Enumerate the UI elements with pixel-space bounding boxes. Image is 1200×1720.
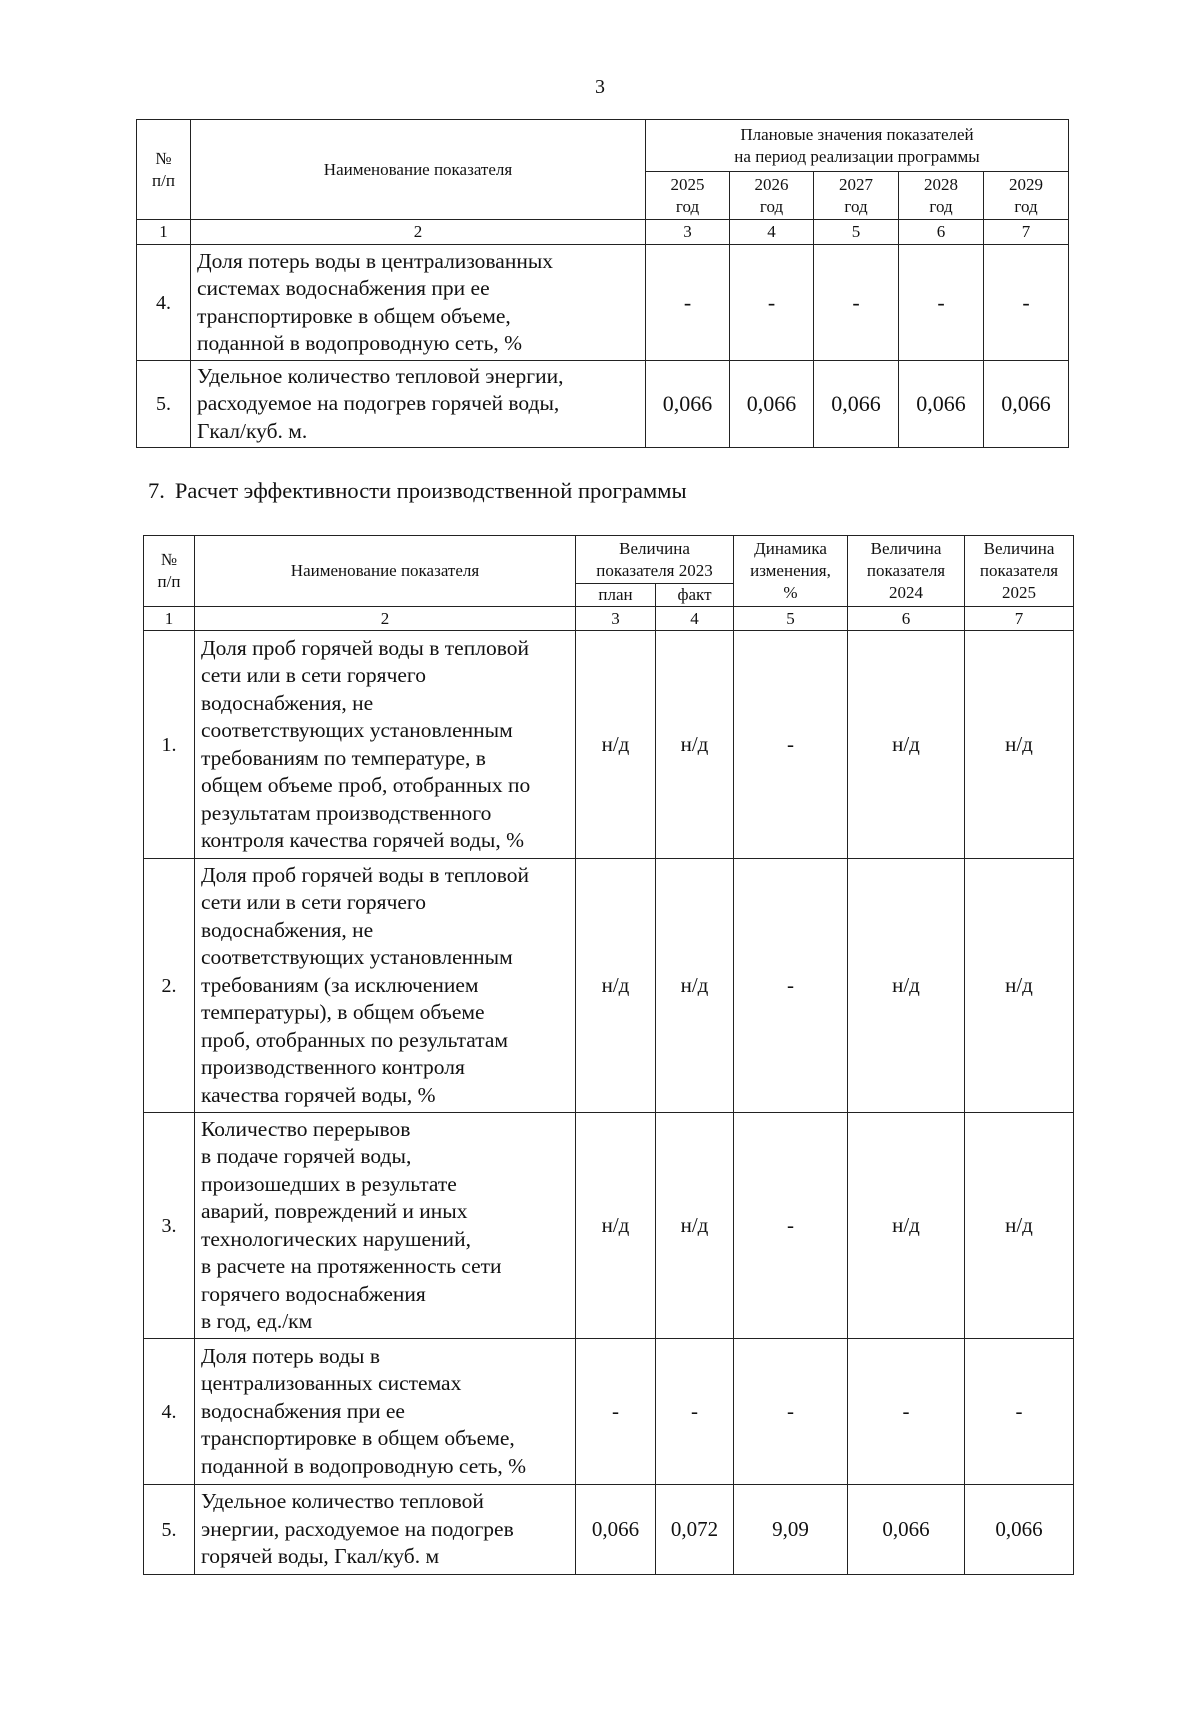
value-cell: н/д — [656, 631, 734, 859]
value-cell: н/д — [848, 631, 965, 859]
name-line: поданной в водопроводную сеть, % — [197, 331, 523, 355]
name-line: контроля качества горячей воды, % — [201, 828, 524, 852]
table2-header-plan: план — [576, 584, 656, 607]
indicator-name — [195, 1339, 576, 1485]
value-cell: - — [730, 245, 814, 361]
table-row — [144, 1485, 1074, 1575]
col-index: 6 — [899, 220, 984, 245]
indicator-name — [191, 245, 646, 361]
col-index: 2 — [195, 607, 576, 631]
value-cell: 0,066 — [576, 1485, 656, 1575]
name-line: системах водоснабжения при ее — [197, 276, 490, 300]
col-index: 5 — [814, 220, 899, 245]
name-line: аварий, повреждений и иных — [201, 1199, 468, 1223]
table2-index-row — [144, 607, 1074, 631]
value-cell: н/д — [848, 859, 965, 1113]
value-cell: н/д — [656, 859, 734, 1113]
name-line: Доля проб горячей воды в тепловой — [201, 862, 529, 887]
name-line: транспортировке в общем объеме, — [201, 1426, 515, 1451]
value-cell: - — [965, 1339, 1074, 1485]
table2-header-2024 — [848, 536, 965, 607]
value-cell: н/д — [656, 1113, 734, 1339]
table-row — [137, 245, 1069, 361]
year-unit: год — [844, 196, 868, 216]
name-line: водоснабжения, не — [201, 917, 374, 942]
row-number: 4. — [144, 1339, 195, 1485]
year-label: 2029 — [1009, 174, 1044, 194]
name-line: Доля потерь воды в — [201, 1343, 381, 1368]
name-line: Удельное количество тепловой — [201, 1489, 484, 1514]
name-line: в расчете на протяженность сети — [201, 1254, 502, 1278]
header-line: показателя — [866, 561, 946, 580]
year-unit: год — [1014, 196, 1038, 216]
name-line: горячего водоснабжения — [201, 1281, 426, 1306]
section-number: 7. — [148, 478, 165, 503]
value-cell: 0,066 — [646, 361, 730, 448]
year-label: 2025 — [670, 174, 705, 194]
name-line: сети или в сети горячего — [201, 663, 426, 687]
row-number: 1. — [144, 631, 195, 859]
name-line: в подаче горячей воды, — [201, 1144, 412, 1168]
name-line: температуры), в общем объеме — [201, 1000, 485, 1025]
name-line: расходуемое на подогрев горячей воды, — [197, 391, 560, 416]
name-line: поданной в водопроводную сеть, % — [201, 1453, 527, 1478]
value-cell: 0,066 — [984, 361, 1069, 448]
col-index: 4 — [730, 220, 814, 245]
value-cell: 0,066 — [965, 1485, 1074, 1575]
row-number: 2. — [144, 859, 195, 1113]
value-cell: 0,066 — [730, 361, 814, 448]
row-number: 5. — [144, 1485, 195, 1575]
value-cell: - — [734, 1339, 848, 1485]
value-cell: - — [899, 245, 984, 361]
header-line: 2025 — [1002, 583, 1036, 602]
value-cell: - — [734, 859, 848, 1113]
name-line: Количество перерывов — [201, 1116, 411, 1141]
indicator-name — [195, 1113, 576, 1339]
name-line: общем объеме проб, отобранных по — [201, 773, 531, 797]
header-line: показателя 2023 — [596, 560, 713, 580]
name-line: технологических нарушений, — [201, 1226, 471, 1251]
value-cell: 0,066 — [814, 361, 899, 448]
table2-header-fact: факт — [656, 584, 734, 607]
year-unit: год — [675, 196, 700, 216]
indicator-name — [195, 1485, 576, 1575]
name-line: энергии, расходуемое на подогрев — [201, 1516, 514, 1541]
value-cell: н/д — [965, 1113, 1074, 1339]
planned-indicators-table — [136, 119, 1069, 448]
name-line: соответствующих установленным — [201, 718, 513, 742]
value-cell: н/д — [576, 631, 656, 859]
table-row — [144, 631, 1074, 859]
name-line: Гкал/куб. м. — [197, 418, 308, 443]
col-index: 1 — [144, 607, 195, 631]
header-line: Величина — [983, 539, 1055, 558]
col-index: 2 — [191, 220, 646, 245]
table2-header-2023 — [576, 536, 734, 584]
indicator-name — [195, 859, 576, 1113]
row-number: 5. — [137, 361, 191, 448]
year-unit: год — [929, 196, 953, 216]
year-label: 2026 — [754, 174, 789, 194]
col-index: 7 — [965, 607, 1074, 631]
table2-header-dynamics — [734, 536, 848, 607]
header-line: Величина — [870, 539, 942, 558]
year-label: 2028 — [924, 174, 958, 194]
name-line: результатам производственного — [201, 800, 492, 825]
value-cell: н/д — [848, 1113, 965, 1339]
name-line: транспортировке в общем объеме, — [197, 303, 511, 328]
value-cell: н/д — [576, 1113, 656, 1339]
row-number: 4. — [137, 245, 191, 361]
page-number: 3 — [595, 76, 605, 98]
table-row — [144, 1113, 1074, 1339]
name-line: производственного контроля — [201, 1055, 465, 1080]
value-cell: - — [656, 1339, 734, 1485]
col-index: 5 — [734, 607, 848, 631]
value-cell: 0,066 — [899, 361, 984, 448]
col-index: 6 — [848, 607, 965, 631]
name-line: централизованных системах — [201, 1371, 462, 1396]
name-line: проб, отобранных по результатам — [201, 1027, 509, 1052]
name-line: произошедших в результате — [201, 1171, 457, 1196]
col-index: 1 — [137, 220, 191, 245]
name-line: качества горячей воды, % — [201, 1082, 436, 1107]
section-title-text: Расчет эффективности производственной программы — [174, 478, 687, 503]
value-cell: - — [734, 631, 848, 859]
name-line: водоснабжения при ее — [201, 1398, 405, 1423]
col-index: 3 — [576, 607, 656, 631]
table1-year-cell — [814, 172, 899, 220]
value-cell: 9,09 — [734, 1485, 848, 1575]
value-cell: - — [646, 245, 730, 361]
year-label: 2027 — [839, 174, 873, 194]
value-cell: 0,072 — [656, 1485, 734, 1575]
value-cell: н/д — [576, 859, 656, 1113]
table1-index-row — [137, 220, 1069, 245]
table-row — [144, 1339, 1074, 1485]
name-line: сети или в сети горячего — [201, 890, 426, 915]
indicator-name — [191, 361, 646, 448]
table1-year-cell — [899, 172, 984, 220]
value-cell: - — [814, 245, 899, 361]
value-cell: - — [734, 1113, 848, 1339]
table1-year-cell — [646, 172, 730, 220]
name-line: водоснабжения, не — [201, 690, 374, 715]
value-cell: - — [848, 1339, 965, 1485]
table2-header-name: Наименование показателя — [195, 536, 576, 607]
header-line: изменения, — [750, 561, 831, 580]
table1-year-cell — [984, 172, 1069, 220]
year-unit: год — [759, 196, 784, 216]
value-cell: н/д — [965, 859, 1074, 1113]
value-cell: - — [576, 1339, 656, 1485]
table1-header-num: № п/п — [137, 120, 191, 220]
header-line: Динамика — [754, 539, 827, 558]
efficiency-table — [143, 535, 1074, 1575]
header-line: показателя — [979, 561, 1059, 580]
table1-header-name: Наименование показателя — [191, 120, 646, 220]
name-line: требованиям по температуре, в — [201, 745, 486, 770]
header-line: Величина — [619, 538, 690, 558]
header-line: % — [783, 583, 798, 602]
name-line: горячей воды, Гкал/куб. м — [201, 1544, 440, 1569]
table2-header-num: № п/п — [144, 536, 195, 607]
name-line: Удельное количество тепловой энергии, — [197, 363, 564, 388]
table-row — [144, 859, 1074, 1113]
name-line: Доля проб горячей воды в тепловой — [201, 635, 529, 660]
name-line: требованиям (за исключением — [201, 972, 479, 997]
header-line: 2024 — [889, 583, 923, 602]
section-title — [148, 478, 687, 504]
col-index: 3 — [646, 220, 730, 245]
name-line: соответствующих установленным — [201, 945, 513, 970]
value-cell: н/д — [965, 631, 1074, 859]
name-line: в год, ед./км — [201, 1309, 313, 1333]
row-number: 3. — [144, 1113, 195, 1339]
indicator-name — [195, 631, 576, 859]
col-index: 7 — [984, 220, 1069, 245]
value-cell: - — [984, 245, 1069, 361]
name-line: Доля потерь воды в централизованных — [197, 248, 554, 273]
table1-year-cell — [730, 172, 814, 220]
value-cell: 0,066 — [848, 1485, 965, 1575]
col-index: 4 — [656, 607, 734, 631]
table1-group-title-2: на период реализации программы — [734, 146, 980, 166]
table1-group-title-1: Плановые значения показателей — [740, 124, 974, 144]
table-row — [137, 361, 1069, 448]
table1-header-group — [646, 120, 1069, 172]
table2-header-2025 — [965, 536, 1074, 607]
